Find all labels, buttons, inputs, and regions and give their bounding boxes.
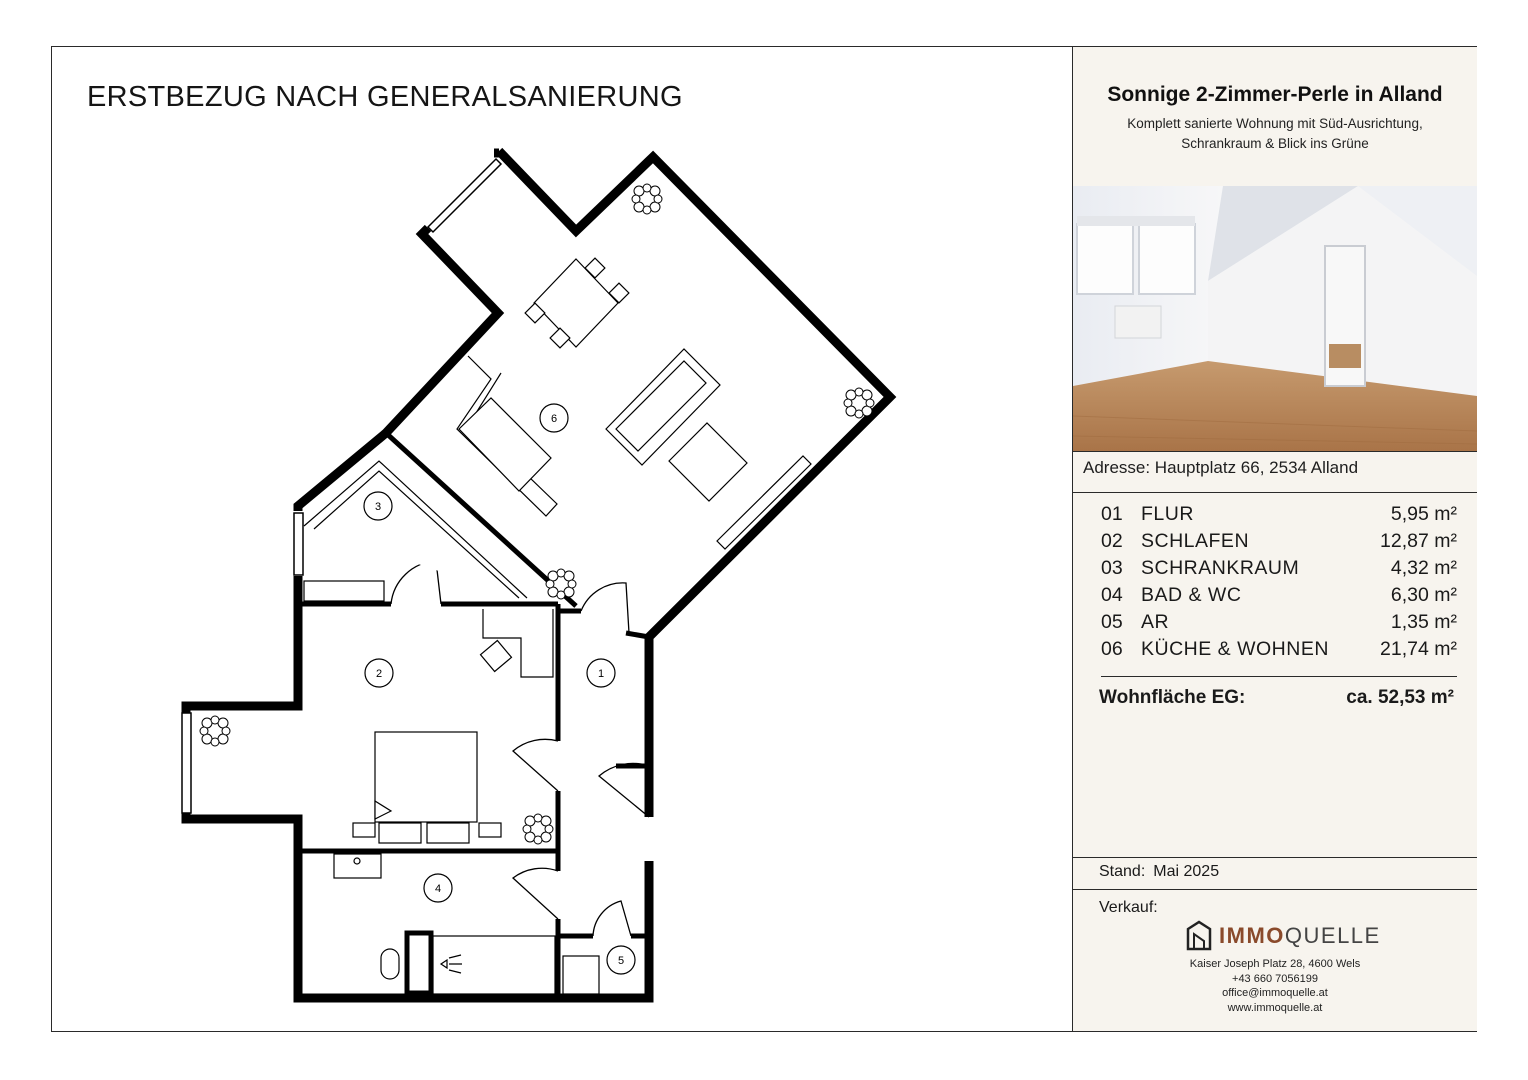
company-name [1219, 923, 1381, 949]
room-number: 01 [1101, 503, 1123, 525]
date-label: Stand: [1099, 863, 1146, 880]
contact-phone: +43 660 7056199 [1232, 972, 1318, 985]
room-area: 21,74 m² [1380, 638, 1457, 660]
divider [1073, 451, 1477, 452]
room-number: 03 [1101, 557, 1123, 579]
room-label-3: 3 [374, 501, 382, 513]
room-number: 05 [1101, 611, 1123, 633]
room-list [1101, 503, 1457, 665]
room-area: 1,35 m² [1390, 611, 1457, 633]
contact-block [1073, 957, 1477, 1015]
room-row [1101, 503, 1457, 530]
house-logo-icon [1185, 919, 1213, 951]
company-logo [1185, 917, 1385, 953]
date-stamp [1099, 863, 1227, 881]
room-name: KÜCHE & WOHNEN [1141, 638, 1329, 660]
room-row [1101, 584, 1457, 611]
room-label-4: 4 [434, 883, 442, 895]
room-number: 04 [1101, 584, 1123, 606]
listing-subtitle-line2: Schrankraum & Blick ins Grüne [1181, 136, 1369, 151]
divider [1073, 889, 1477, 890]
document-frame [51, 46, 1477, 1032]
room-area: 6,30 m² [1390, 584, 1457, 606]
contact-website: www.immoquelle.at [1227, 1001, 1323, 1014]
divider [1101, 676, 1457, 677]
sales-label: Verkauf: [1099, 899, 1158, 916]
room-label-5: 5 [617, 955, 625, 967]
room-row [1101, 557, 1457, 584]
room-name: SCHRANKRAUM [1141, 557, 1300, 579]
room-name: SCHLAFEN [1141, 530, 1250, 552]
floor-plan [52, 47, 1072, 1031]
room-label-2: 2 [375, 668, 383, 680]
room-row [1101, 530, 1457, 557]
listing-subtitle-line1: Komplett sanierte Wohnung mit Süd-Ausrichtung, [1127, 116, 1423, 131]
room-name: BAD & WC [1141, 584, 1242, 606]
room-name: AR [1141, 611, 1170, 633]
info-sidebar [1072, 47, 1477, 1031]
page-headline: ERSTBEZUG NACH GENERALSANIERUNG [87, 81, 683, 113]
room-label-1: 1 [597, 668, 605, 680]
room-number: 06 [1101, 638, 1123, 660]
divider [1073, 492, 1477, 493]
logo-part2: QUELLE [1284, 923, 1381, 948]
room-name: FLUR [1141, 503, 1194, 525]
room-label-6: 6 [550, 413, 558, 425]
windows [182, 159, 501, 813]
logo-part1: IMMO [1219, 923, 1285, 948]
date-value: Mai 2025 [1153, 863, 1220, 880]
contact-address: Kaiser Joseph Platz 28, 4600 Wels [1189, 958, 1361, 970]
address-text: Adresse: Hauptplatz 66, 2534 Alland [1083, 458, 1359, 477]
shower-wall [407, 933, 431, 993]
room-row [1101, 638, 1457, 665]
room-area: 4,32 m² [1390, 557, 1457, 579]
contact-email: office@immoquelle.at [1222, 987, 1328, 999]
room-row [1101, 611, 1457, 638]
floor-plan-area [52, 47, 1072, 1031]
total-area-label: Wohnfläche EG: [1099, 687, 1246, 708]
apartment-photo [1073, 186, 1477, 451]
room-area: 12,87 m² [1380, 530, 1457, 552]
room-number: 02 [1101, 530, 1123, 552]
room-area: 5,95 m² [1390, 503, 1457, 525]
total-area-value: ca. 52,53 m² [1346, 687, 1454, 708]
listing-title: Sonnige 2-Zimmer-Perle in Alland [1107, 83, 1443, 106]
divider [1073, 857, 1477, 858]
